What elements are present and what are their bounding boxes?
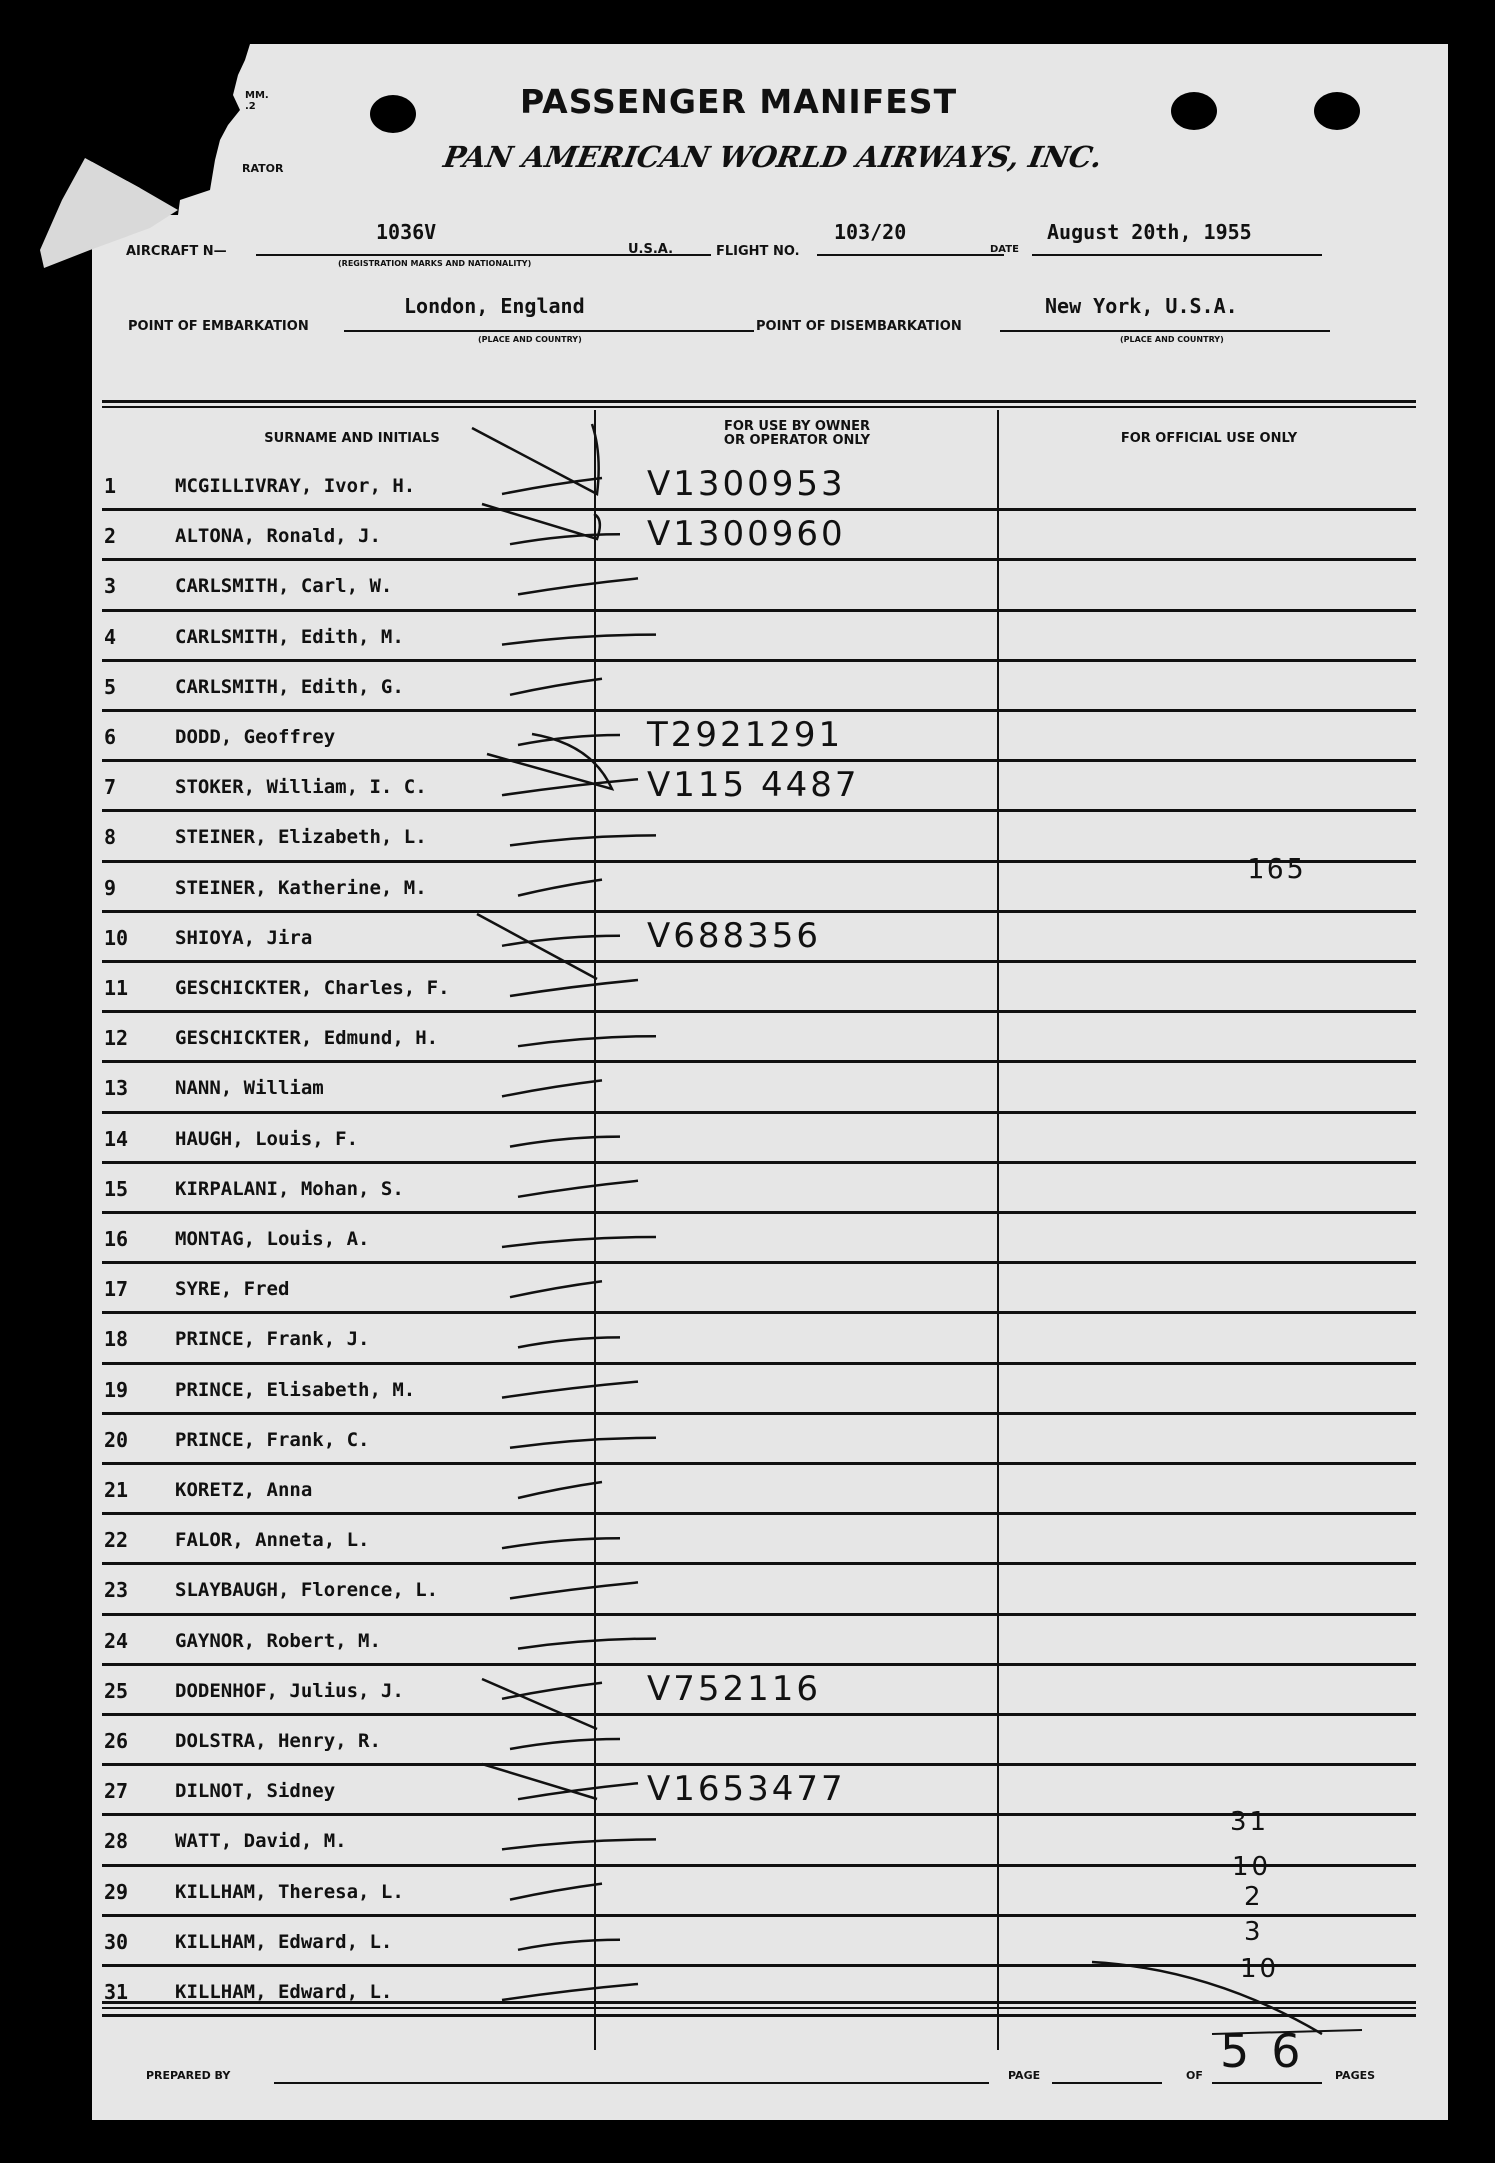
registration-caption: (REGISTRATION MARKS AND NATIONALITY) (338, 259, 532, 268)
tick-mark (502, 779, 638, 795)
passenger-name: PRINCE, Frank, C. (175, 1428, 370, 1451)
manifest-sheet (92, 44, 1448, 2120)
tick-mark (510, 534, 620, 544)
tick-mark (502, 635, 656, 645)
row-number: 24 (104, 1628, 129, 1653)
tick-mark (510, 835, 656, 845)
passenger-name: PRINCE, Elisabeth, M. (175, 1378, 416, 1401)
passenger-name: GESCHICKTER, Edmund, H. (175, 1027, 439, 1050)
passenger-name: KORETZ, Anna (175, 1479, 313, 1501)
tick-mark (518, 880, 602, 896)
operator-note: V1300960 (647, 514, 846, 555)
row-number: 13 (104, 1076, 129, 1101)
passenger-name: GESCHICKTER, Charles, F. (175, 977, 450, 999)
passenger-name: CARLSMITH, Edith, M. (175, 625, 404, 648)
tick-mark (502, 1237, 656, 1247)
tally-mark: 31 (1230, 1807, 1270, 1837)
of-label: OF (1186, 2069, 1203, 2082)
embarkation-caption: (PLACE AND COUNTRY) (478, 335, 582, 344)
tick-mark (502, 1382, 638, 1398)
tally-mark: 3 (1244, 1917, 1264, 1947)
row-number: 23 (104, 1578, 129, 1603)
tick-mark (502, 1839, 656, 1849)
passenger-name: STEINER, Elizabeth, L. (175, 826, 427, 849)
page-underline (1052, 2082, 1162, 2084)
total-underline (1212, 2030, 1362, 2034)
aircraft-value: 1036V (376, 220, 437, 244)
tally-mark: 2 (1244, 1882, 1264, 1912)
pages-label: PAGES (1335, 2069, 1376, 2082)
page-title: PASSENGER MANIFEST (520, 82, 958, 121)
disembarkation-value: New York, U.S.A. (1045, 294, 1238, 318)
disembarkation-caption: (PLACE AND COUNTRY) (1120, 335, 1224, 344)
column-header-official: FOR OFFICIAL USE ONLY (1120, 431, 1298, 446)
passenger-name: DODENHOF, Julius, J. (175, 1679, 404, 1702)
row-number: 17 (104, 1277, 129, 1302)
official-stamp: 165 (1247, 852, 1307, 885)
date-label: DATE (990, 244, 1019, 255)
row-number: 30 (104, 1929, 129, 1954)
row-number: 8 (104, 825, 117, 850)
tick-mark (518, 1482, 602, 1498)
flight-label: FLIGHT NO. (716, 244, 800, 259)
company-name: PAN AMERICAN WORLD AIRWAYS, INC. (441, 140, 1105, 174)
tick-mark (502, 1538, 620, 1548)
table-bottom-rule (102, 2001, 1416, 2004)
row-number: 7 (104, 775, 117, 800)
passenger-name: MCGILLIVRAY, Ivor, H. (175, 475, 416, 497)
flight-value: 103/20 (834, 220, 907, 244)
operator-fragment: RATOR (242, 162, 284, 175)
row-number: 21 (104, 1478, 129, 1502)
passenger-name: WATT, David, M. (175, 1830, 347, 1853)
passenger-name: KILLHAM, Theresa, L. (175, 1880, 404, 1903)
usa-label: U.S.A. (628, 242, 674, 257)
column-header-name: SURNAME AND INITIALS (264, 431, 440, 446)
passenger-name: MONTAG, Louis, A. (175, 1228, 370, 1250)
tick-mark (502, 1984, 638, 2000)
row-number: 26 (104, 1729, 129, 1753)
tick-mark (518, 1783, 638, 1799)
tick-mark (518, 578, 638, 594)
passenger-name: STEINER, Katherine, M. (175, 876, 427, 899)
tick-mark (518, 1940, 620, 1950)
disembarkation-label: POINT OF DISEMBARKATION (756, 319, 962, 334)
row-number: 6 (104, 725, 117, 749)
form-number-fragment: MM. .2 (245, 90, 269, 112)
tick-mark (510, 980, 638, 996)
passenger-name: KIRPALANI, Mohan, S. (175, 1177, 404, 1200)
official-total: 56 (1220, 2024, 1323, 2078)
page-label: PAGE (1008, 2069, 1041, 2082)
row-number: 28 (104, 1829, 129, 1854)
row-number: 11 (104, 976, 129, 1000)
passenger-name: FALOR, Anneta, L. (175, 1529, 370, 1552)
table-bottom-rule (102, 2007, 1416, 2009)
tick-mark (518, 735, 620, 745)
tick-mark (502, 478, 602, 494)
row-number: 2 (104, 524, 117, 549)
tick-mark (518, 1181, 638, 1197)
tick-mark (510, 679, 602, 695)
check-mark (472, 424, 599, 494)
passenger-name: GAYNOR, Robert, M. (175, 1629, 381, 1652)
tick-mark (518, 1639, 656, 1649)
operator-note: V752116 (647, 1668, 822, 1709)
tick-mark (502, 1683, 602, 1699)
passenger-name: DILNOT, Sidney (175, 1780, 336, 1803)
prepared-underline (274, 2082, 989, 2084)
prepared-label: PREPARED BY (146, 2069, 231, 2082)
row-number: 9 (104, 875, 117, 900)
tick-mark (510, 1884, 602, 1900)
passenger-name: PRINCE, Frank, J. (175, 1328, 370, 1351)
tick-mark (510, 1281, 602, 1297)
tick-mark (510, 1438, 656, 1448)
row-number: 12 (104, 1026, 129, 1051)
operator-note: V115 4487 (647, 765, 860, 806)
passenger-name: NANN, William (175, 1077, 324, 1100)
passenger-name: HAUGH, Louis, F. (175, 1127, 359, 1150)
row-number: 5 (104, 674, 117, 699)
row-number: 27 (104, 1779, 129, 1804)
tally-mark: 10 (1232, 1852, 1272, 1882)
row-number: 10 (104, 925, 129, 950)
row-number: 29 (104, 1879, 129, 1904)
row-number: 14 (104, 1126, 129, 1151)
row-number: 25 (104, 1678, 129, 1703)
row-number: 1 (104, 474, 117, 498)
tick-mark (510, 1582, 638, 1598)
operator-note: T2921291 (647, 715, 844, 755)
passenger-name: STOKER, William, I. C. (175, 776, 427, 799)
passenger-name: KILLHAM, Edward, L. (175, 1981, 393, 2003)
row-number: 15 (104, 1176, 129, 1201)
check-mark (477, 914, 597, 979)
passenger-name: ALTONA, Ronald, J. (175, 525, 381, 548)
tick-mark (510, 1137, 620, 1147)
row-number: 20 (104, 1427, 129, 1452)
passenger-name: KILLHAM, Edward, L. (175, 1930, 393, 1953)
date-value: August 20th, 1955 (1047, 220, 1252, 244)
tick-mark (510, 1739, 620, 1749)
row-number: 19 (104, 1377, 129, 1402)
embarkation-label: POINT OF EMBARKATION (128, 319, 309, 334)
row-number: 22 (104, 1528, 129, 1553)
check-mark (487, 734, 612, 789)
check-mark (482, 504, 600, 539)
row-number: 16 (104, 1227, 129, 1251)
row-number: 4 (104, 624, 117, 649)
tally-mark: 10 (1240, 1954, 1280, 1984)
tick-marks (92, 44, 1448, 2120)
tick-mark (518, 1337, 620, 1347)
row-number: 31 (104, 1980, 129, 2004)
passenger-name: DODD, Geoffrey (175, 726, 336, 748)
aircraft-label: AIRCRAFT N— (126, 244, 227, 259)
check-mark (482, 1764, 597, 1799)
embarkation-value: London, England (404, 294, 585, 318)
passenger-name: DOLSTRA, Henry, R. (175, 1730, 381, 1752)
of-underline (1212, 2082, 1322, 2084)
passenger-name: CARLSMITH, Edith, G. (175, 675, 404, 698)
passenger-name: SLAYBAUGH, Florence, L. (175, 1579, 439, 1602)
passenger-name: SHIOYA, Jira (175, 926, 313, 949)
passenger-name: CARLSMITH, Carl, W. (175, 575, 393, 598)
operator-note: V688356 (647, 915, 822, 956)
passenger-name: SYRE, Fred (175, 1278, 290, 1301)
total-slash (1092, 1962, 1322, 2034)
row-number: 3 (104, 574, 117, 599)
column-header-owner: FOR USE BY OWNER OR OPERATOR ONLY (723, 419, 871, 448)
row-number: 18 (104, 1327, 129, 1352)
tick-mark (502, 1080, 602, 1096)
tick-mark (518, 1036, 656, 1046)
operator-note: V1653477 (647, 1769, 846, 1810)
operator-note: V1300953 (647, 464, 846, 504)
